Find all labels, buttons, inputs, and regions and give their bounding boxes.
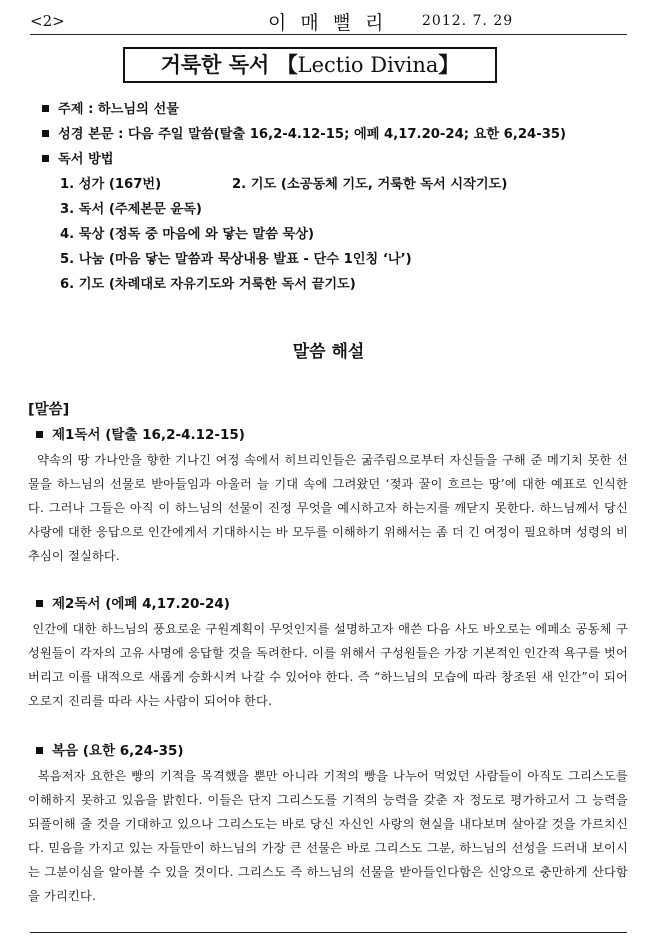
scripture-row	[42, 122, 566, 147]
step-5: 5. 나눔 (마음 닿는 말씀과 묵상내용 발표 - 단수 1인칭 ‘나’)	[60, 252, 412, 267]
document-title	[123, 47, 497, 83]
square-bullet-icon	[42, 155, 49, 162]
step-4: 4. 묵상 (정독 중 마음에 와 닿는 말씀 묵상)	[60, 227, 315, 242]
reading-second	[28, 593, 628, 713]
page-header	[30, 8, 627, 35]
list-item	[60, 197, 566, 222]
square-bullet-icon	[36, 747, 43, 754]
reading-title: 제1독서 (탈출 16,2-4.12-15)	[36, 424, 628, 446]
scripture-text: 성경 본문 : 다음 주일 말씀(탈출 16,2-4.12-15; 에페 4,17.20-24; 요한 6,24-35)	[58, 127, 567, 142]
issue-date: 2012. 7. 29	[422, 13, 514, 29]
square-bullet-icon	[36, 431, 43, 438]
word-label: [말씀]	[28, 402, 70, 418]
reading-gospel	[28, 740, 628, 908]
list-item	[60, 247, 566, 272]
title-korean: 거룩한 독서	[160, 53, 270, 77]
publication-title: 이 매 뻘 리	[268, 12, 388, 34]
reading-first	[28, 424, 628, 568]
theme-text: 주제 : 하느님의 선물	[58, 102, 179, 117]
page-number: <2>	[30, 12, 65, 30]
reading-title: 복음 (요한 6,24-35)	[36, 740, 628, 762]
step-1: 1. 성가 (167번)	[60, 177, 162, 192]
method-steps	[60, 172, 566, 297]
title-open-bracket: 【	[276, 53, 298, 77]
reading-text: 약속의 땅 가나안을 향한 기나긴 여정 속에서 히브리인들은 굶주림으로부터 자신들을 구해 준 메기치 못한 선물을 하느님의 선물로 받아들임과 아울러 늘 기대 속에 그려왔던 ‘젖과 꿀이 흐르는 땅’에 대한 예표로 인식한다. 그러나 그들은 아직 이 하느님의 선물이 진정 무엇을 예시하고자 하는지를 깨닫지 못한다. 하느님께서 당신 사랑에 대한 응답으로 인간에게서 기대하시는 바 모두를 이해하기 위해서는 좀 더 긴 여정이 필요하며 성령의 비추심이 절실하다.	[28, 453, 628, 563]
theme-row	[42, 97, 566, 122]
method-label: 독서 방법	[58, 152, 114, 167]
commentary-heading: 말씀 해설	[292, 342, 365, 362]
list-item	[60, 172, 566, 197]
list-item	[60, 272, 566, 297]
step-3: 3. 독서 (주제본문 윤독)	[60, 202, 202, 217]
footer-rule	[30, 932, 627, 933]
square-bullet-icon	[36, 600, 43, 607]
square-bullet-icon	[42, 130, 49, 137]
title-close-bracket: 】	[438, 53, 460, 77]
reading-text: 복음저자 요한은 빵의 기적을 목격했을 뿐만 아니라 기적의 빵을 나누어 먹었던 사람들이 아직도 그리스도를 이해하지 못하고 있음을 밝힌다. 이들은 단지 그리스도를 기적의 능력을 갖춘 자 정도로 평가하고서 그 능력을 되풀이해 줄 것을 기대하고 있으나 그리스도는 바로 당신 자신인 사랑의 현실을 내다보며 살아갈 것을 가르치신다. 믿음을 가지고 있는 자들만이 하느님의 가장 큰 선물은 바로 그리스도 그분, 하느님의 선성을 드러내 보이시는 그분이심을 알아볼 수 있을 것이다. 그리스도 즉 하느님의 선물을 받아들인다함은 신앙으로 충만하게 산다함을 가리킨다.	[28, 769, 628, 903]
step-2: 2. 기도 (소공동체 기도, 거룩한 독서 시작기도)	[232, 177, 508, 192]
title-english: Lectio Divina	[297, 53, 439, 77]
square-bullet-icon	[42, 105, 49, 112]
list-item	[60, 222, 566, 247]
reading-title: 제2독서 (에페 4,17.20-24)	[36, 593, 628, 615]
step-6: 6. 기도 (차례대로 자유기도와 거룩한 독서 끝기도)	[60, 277, 356, 292]
reading-text: 인간에 대한 하느님의 풍요로운 구원계획이 무엇인지를 설명하고자 애쓴 다음 사도 바오로는 에페소 공동체 구성원들이 각자의 고유 사명에 응답할 것을 독려한다. 이를 위해서 구성원들은 가장 기본적인 인간적 욕구를 벗어버리고 이를 내적으로 새롭게 승화시켜 나갈 수 있어야 한다. 즉 “하느님의 모습에 따라 창조된 새 인간”이 되어 오로지 진리를 따라 사는 사람이 되어야 한다.	[28, 622, 628, 708]
session-info	[42, 97, 566, 297]
method-row	[42, 147, 566, 172]
